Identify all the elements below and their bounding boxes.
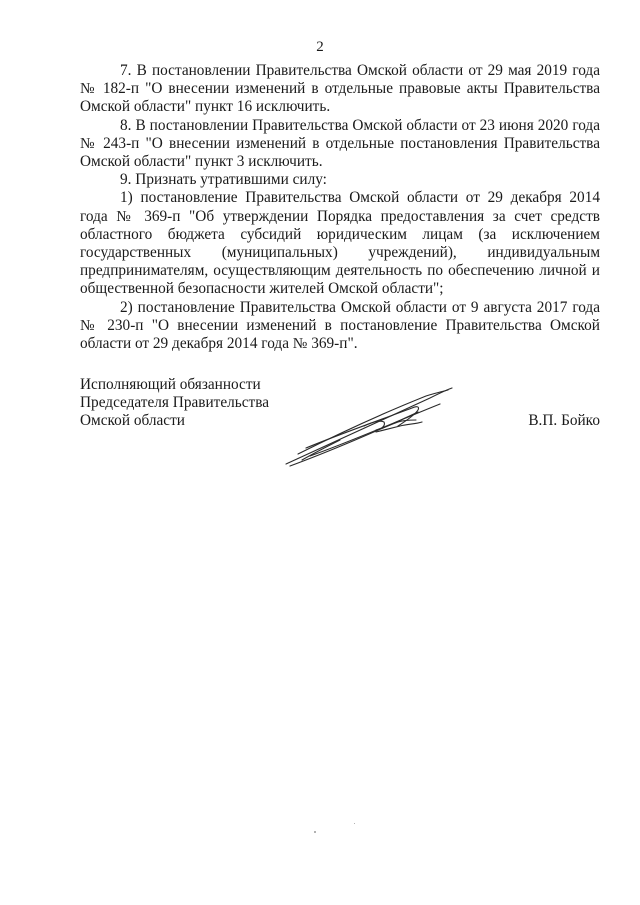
paragraph-item-7: 7. В постановлении Правительства Омской области от 29 мая 2019 года № 182-п "О внесении изменений в отдельные правовые акты Правительства Омской области" пункт 16 исключить.: [80, 62, 600, 116]
signature-stroke: [310, 404, 440, 456]
signature-strokes: [286, 388, 452, 466]
page-number: 2: [316, 39, 324, 55]
scan-speck: [354, 823, 355, 824]
document-body: [80, 62, 600, 353]
signature-stroke: [286, 388, 452, 464]
paragraph-subitem-2: 2) постановление Правительства Омской области от 9 августа 2017 года № 230-п "О внесении изменений в постановление Правительства Омской области от 29 декабря 2014 года № 369-п".: [80, 298, 600, 353]
signer-position-line-3: Омской области: [80, 412, 185, 430]
paragraph-item-8: 8. В постановлении Правительства Омской области от 23 июня 2020 года № 243-п "О внесении изменений в отдельные постановления Правительства Омской области" пункт 3 исключить.: [80, 116, 600, 171]
signer-position-line-1: Исполняющий обязанности: [80, 376, 261, 393]
signature-stroke: [306, 407, 419, 448]
paragraph-item-9: 9. Признать утратившими силу:: [120, 171, 327, 189]
scan-speck: [314, 831, 316, 833]
signer-name: В.П. Бойко: [528, 412, 600, 430]
signer-position-line-2: Председателя Правительства: [80, 394, 270, 412]
paragraph-subitem-1: 1) постановление Правительства Омской области от 29 декабря 2014 года № 369-п "Об утверждении Порядка предоставления за счет средств областного бюджета субсидий юридическим лицам (за исключением государственных (муниципальных) учреждений), индивидуальным предпринимателям, осуществляющим деятельность по обеспечению личной и общественной безопасности жителей Омской области";: [80, 189, 600, 298]
handwritten-signature: [280, 386, 460, 470]
